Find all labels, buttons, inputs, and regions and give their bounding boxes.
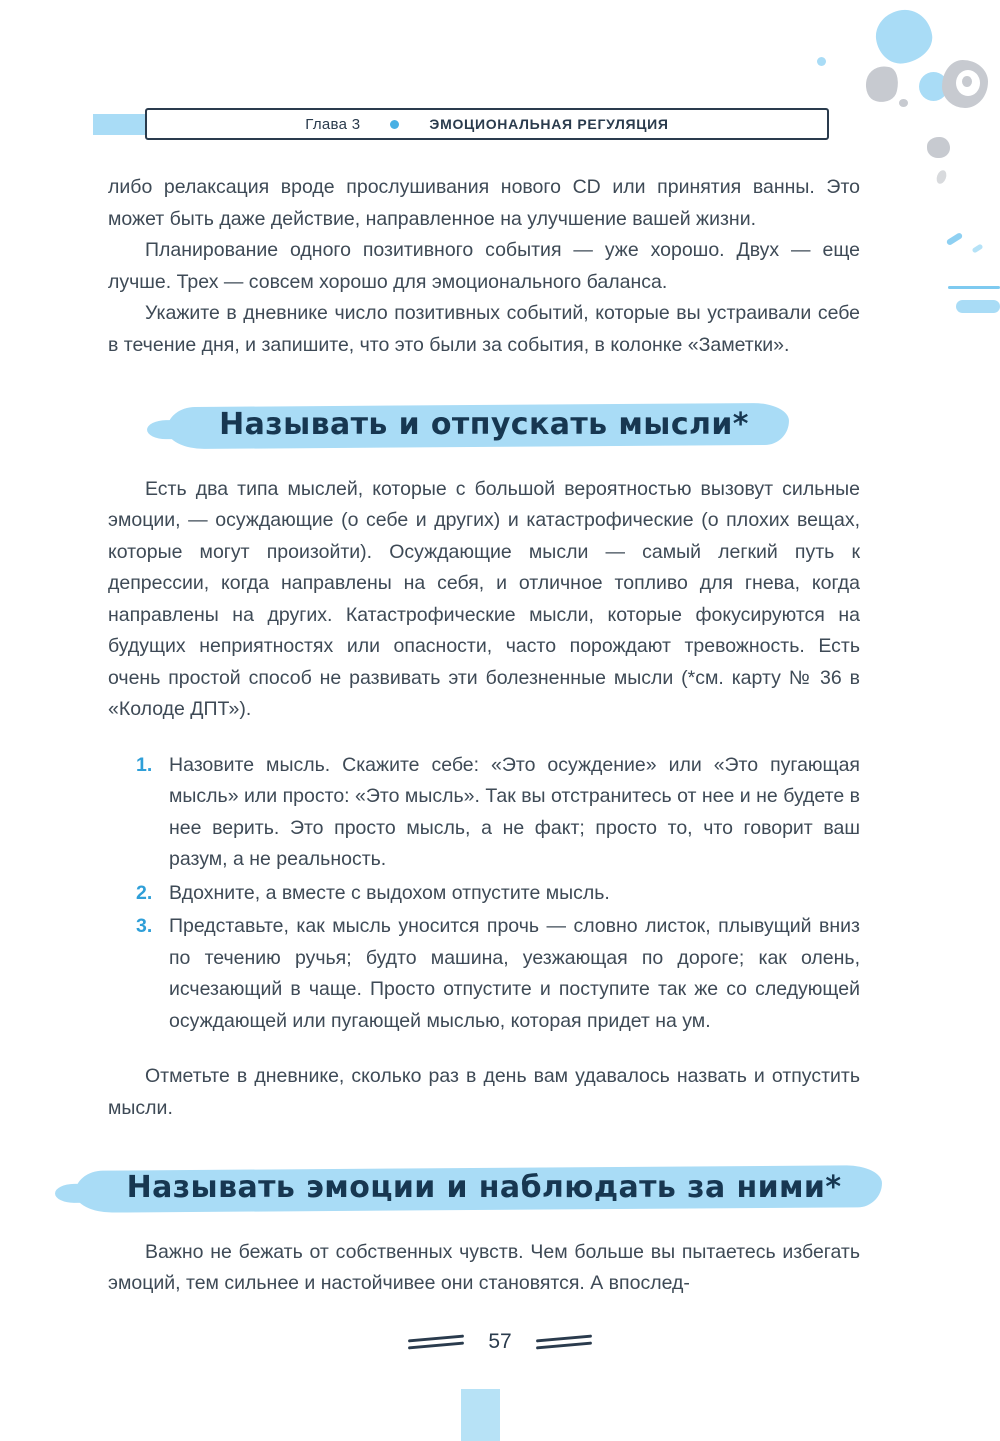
footer-rule-left [408,1335,464,1349]
list-item [136,750,860,876]
gray-spiral-icon [942,60,988,108]
section-heading-2 [108,1170,860,1210]
bottom-bar-icon [461,1389,500,1441]
blue-line-icon [948,286,1000,289]
blue-dash-icon [946,232,964,246]
section-title: Называть эмоции и наблюдать за ними* [126,1170,842,1205]
list-number: 1. [136,753,153,776]
spiral-inner-white [956,70,980,96]
page-number: 57 [488,1330,512,1353]
numbered-list [136,750,860,1038]
paragraph: Планирование одного позитивного события — уже хорошо. Двух — еще лучше. Трех — совсем хорошо для эмоционального баланса. [108,239,860,293]
page-footer [0,1330,1000,1354]
list-item-text: Вдохните, а вместе с выдохом отпустите мысль. [169,881,610,904]
chapter-title: ЭМОЦИОНАЛЬНАЯ РЕГУЛЯЦИЯ [429,116,669,132]
list-number: 2. [136,881,153,904]
blue-dot-icon [817,57,826,66]
gray-blob-icon [927,137,950,158]
bullet-dot-icon [390,120,399,129]
paragraph: либо релаксация вроде прослушивания нового CD или принятия ванны. Это может быть даже действие, направленное на улучшение вашей жизни. [108,176,860,230]
paragraph: Важно не бежать от собственных чувств. Чем больше вы пытаетесь избегать эмоций, тем сильнее и настойчивее они становятся. А впослед- [108,1240,860,1294]
gray-splotch-icon [863,63,902,105]
spiral-inner-dot [962,76,972,87]
heading-highlight-wrap [209,407,759,447]
list-item [136,911,860,1037]
footer-rule-right [536,1335,592,1349]
list-item-text: Назовите мысль. Скажите себе: «Это осуждение» или «Это пугающая мысль» или просто: «Это мысль». Так вы отстранитесь от нее и не будете в нее верить. Это просто мысль, а не факт; просто то, что говорит ваш разум, а не реальность. [169,753,860,870]
chapter-label: Глава 3 [305,115,361,133]
list-item [136,878,860,910]
list-number: 3. [136,915,153,937]
blue-circle-icon [919,72,948,101]
paragraph: Отметьте в дневнике, сколько раз в день вам удавалось назвать и отпустить мысли. [108,1065,860,1119]
gray-speck-icon [899,99,908,107]
paragraph: Укажите в дневнике число позитивных событий, которые вы устраивали себе в течение дня, и запишите, что это были за события, в колонке «Заметки». [108,302,860,356]
blue-bar-icon [956,300,1000,313]
section-heading-1 [108,407,860,447]
heading-highlight-wrap [117,1170,852,1210]
section-title: Называть и отпускать мысли* [219,407,749,442]
list-item-text: Представьте, как мысль уносится прочь — словно листок, плывущий вниз по течению ручья; будто машина, уезжающая по дороге; как олень, исчезающий в чаще. Просто отпустите и поступите так же со следующей осуждающей или пугающей мыслью, которая придет на ум. [169,915,860,1032]
chapter-header [145,108,829,140]
paragraph: Есть два типа мыслей, которые с большой вероятностью вызовут сильные эмоции, — осуждающие (о себе и других) и катастрофические (о плохих вещах, которые могут произойти). Осуждающие мысли — самый легкий путь к депрессии, когда направлены на себя, и отличное топливо для гнева, когда направлены на других. Катастрофические мысли, которые фокусируются на будущих неприятностях или опасности, часто порождают тревожность. Есть очень простой способ не развивать эти болезненные мысли (*см. карту № 36 в «Колоде ДПТ»). [108,477,860,720]
gray-speck-icon [935,169,948,185]
blue-blob-icon [873,6,936,66]
blue-dash-icon [972,243,984,253]
page-content [108,172,860,1300]
